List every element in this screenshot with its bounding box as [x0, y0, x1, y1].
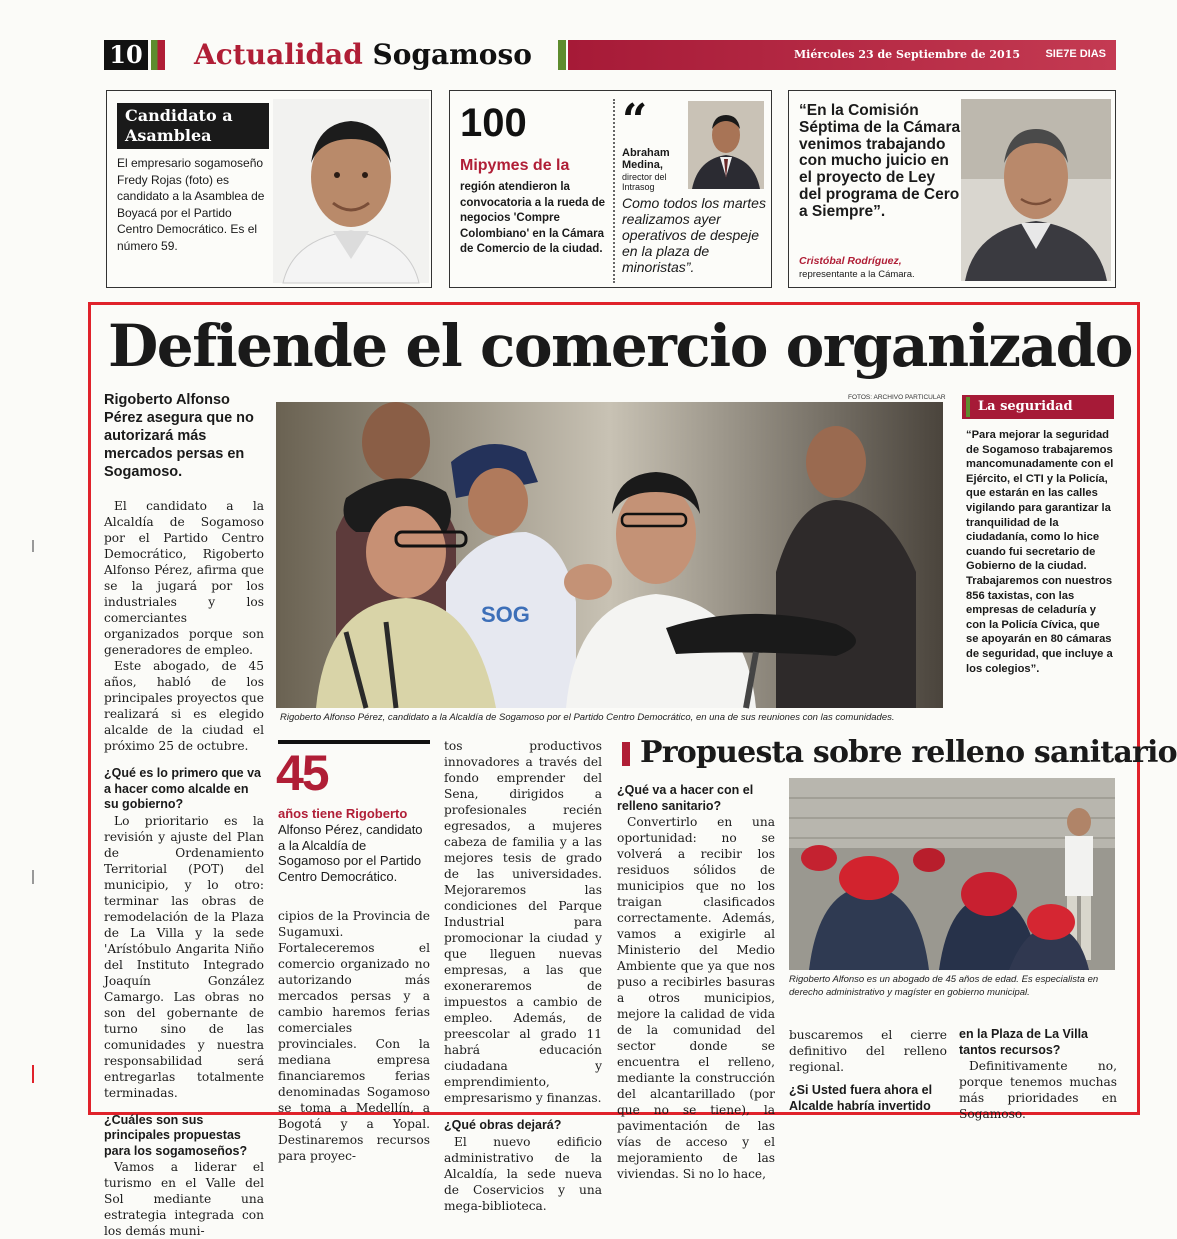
sidebar-quote: “Para mejorar la seguridad de Sogamoso trabajaremos mancomunadamente con el Ejército, el CTI y la Policía, que estarán en las calles vigilando para garantizar la tranquilidad de la ciudadanía, como lo hice cuando fui secretario de Gobierno de la ciudad. Trabajaremos con nuestros 856 taxistas, con las empresas de celaduría y con la Policía Cívica, que se apoyarán en 80 cámaras de seguridad, que incluye a los colegios”.	[966, 429, 1114, 675]
article-lead: Rigoberto Alfonso Pérez asegura que no autorizará más mercados persas en Sogamoso.	[104, 392, 254, 480]
dotted-divider	[613, 99, 615, 283]
representative-photo	[961, 99, 1111, 281]
section-city: Sogamoso	[372, 38, 532, 71]
paragraph: cipios de la Provincia de Sugamuxi. Fortaleceremos el comercio organizado no autorizando más mercados persas y a cambio haremos ferias comerciales provinciales. Con la mediana empresa financiaremos ferias denominadas Sogamoso se toma a Medellín, a Bogotá y a Yopal. Destinaremos recursos para proyec-	[278, 909, 430, 1163]
stat-text: Alfonso Pérez, candidato a la Alcaldía de Sogamoso por el Partido Centro Democrático.	[278, 822, 423, 884]
relleno-column-3	[959, 1027, 1117, 1122]
relleno-photo-caption: Rigoberto Alfonso es un abogado de 45 años de edad. Es especialista en derecho administrativo y magíster en gobierno municipal.	[789, 974, 1099, 998]
candidato-photo	[273, 99, 429, 283]
mipymes-number: 100	[460, 101, 527, 145]
interview-question: ¿Qué es lo primero que va a hacer como alcalde en su gobierno?	[104, 766, 261, 811]
header-color-bar-right	[568, 40, 1116, 70]
speaker-role: director del Intrasog	[622, 172, 667, 192]
candidato-title: Candidato a Asamblea	[117, 103, 269, 149]
quote-mark-icon: “	[622, 95, 648, 146]
main-photo-caption: Rigoberto Alfonso Pérez, candidato a la Alcaldía de Sogamoso por el Partido Centro Democrático, en una de sus reuniones con las comunidades.	[280, 712, 895, 723]
candidato-box	[106, 90, 432, 288]
interview-question: ¿Qué va a hacer con el relleno sanitario?	[617, 783, 754, 813]
paragraph: El nuevo edificio administrativo de la Alcaldía, la sede nueva de Coservicios y una mega-biblioteca.	[444, 1134, 602, 1213]
mipymes-subtitle: Mipymes de la	[460, 157, 570, 174]
relleno-column-1	[617, 783, 775, 1182]
relleno-headline: Propuesta sobre relleno sanitario	[640, 735, 1177, 770]
article-column-1	[104, 498, 264, 1239]
svg-text:SOG: SOG	[481, 602, 530, 627]
paragraph: Este abogado, de 45 años, habló de los principales proyectos que realizará si es elegido alcalde de la ciudad el próximo 25 de octubre.	[104, 659, 264, 753]
section-name: Actualidad	[194, 38, 363, 71]
representative-quote: “En la Comisión Séptima de la Cámara venimos trabajando con mucho juicio en el proyecto de Ley del programa de Cero a Siempre”.	[799, 102, 961, 220]
stat-number: 45	[276, 745, 328, 801]
paragraph: El candidato a la Alcaldía de Sogamoso por el Partido Centro Democrático, Rigoberto Alfonso Pérez, afirma que se la jugará por los industriales y los comerciantes organizados porque son generadores de empleo.	[104, 499, 264, 657]
paragraph: Definitivamente no, porque tenemos muchas más prioridades en Sogamoso.	[959, 1059, 1117, 1121]
mipymes-box	[449, 90, 772, 288]
interview-question: ¿Cuáles son sus principales propuestas para los sogamoseños?	[104, 1112, 248, 1158]
header-color-bar-left	[151, 40, 165, 70]
stat-title: años tiene Rigoberto	[278, 806, 408, 821]
paragraph: Lo prioritario es la revisión y ajuste del Plan de Ordenamiento Territorial (POT) del municipio, y lo otro: terminar las obras de remodelación de la Plaza de La Villa y la sede 'Arístóbulo Angarita Niño del Instituto Integrado Joaquín González Camargo. Las obras no son del gobernante de turno sino de las comunidades y nuestra responsabilidad será entregarlas totalmente terminadas.	[104, 813, 264, 1100]
scan-mark	[32, 1065, 34, 1083]
subheadline-marker	[622, 742, 630, 766]
paragraph: buscaremos el cierre definitivo del relleno regional.	[789, 1028, 947, 1074]
paragraph: tos productivos innovadores a través del fondo emprender del Sena, dirigidos a profesionales recién egresados, a mujeres cabeza de familia y a las mejores tesis de grado de las universidades. Mejoraremos las condiciones del Parque Industrial para promocionar la ciudad y que lleguen nuevas empresas, a las que exoneraremos de impuestos a cambio de empleo. Además, de preescolar al grado 11 habrá educación ciudadana y emprendimiento, empresarismo y finanzas.	[444, 739, 602, 1105]
interview-question: ¿Si Usted fuera ahora el Alcalde habría invertido	[789, 1083, 933, 1113]
section-title	[194, 38, 532, 71]
speaker-photo	[688, 101, 764, 189]
header-date: Miércoles 23 de Septiembre de 2015	[793, 48, 1020, 61]
article-headline: Defiende el comercio organizado	[108, 312, 1132, 380]
page-number: 10	[104, 40, 148, 70]
scan-mark	[32, 540, 34, 552]
relleno-column-2	[789, 1027, 947, 1114]
relleno-photo	[789, 778, 1115, 970]
quote-box	[788, 90, 1116, 288]
main-article-photo	[276, 402, 943, 708]
mipymes-text: región atendieron la convocatoria a la rueda de negocios 'Compre Colombiano' en la Cámara de Comercio de la ciudad.	[460, 181, 606, 255]
header-brand: SIE7E DIAS	[1045, 48, 1106, 60]
page-header	[104, 38, 1116, 74]
sidebar-tag: La seguridad	[962, 395, 1114, 419]
quote-author: Cristóbal Rodríguez,	[799, 255, 902, 267]
article-column-2	[278, 908, 430, 1164]
paragraph: Convertirlo en una oportunidad: no se volverá a recibir los residuos sólidos de municipios que no los traigan clasificados correctamente. Además, vamos a exigirle al Ministerio del Medio Ambiente que ya que nos puso a recibirles basuras a otros municipios, mejore la calidad de vida de la comunidad del sector donde se encuentra el relleno, mediante la construcción del alcantarillado (por que no se tiene), la pavimentación de las vías de acceso y el mejoramiento de las viviendas. Si no lo hace,	[617, 815, 775, 1181]
article-column-3	[444, 738, 602, 1214]
quote-author-role: representante a la Cámara.	[799, 269, 915, 280]
photo-credit: FOTOS: ARCHIVO PARTICULAR	[848, 394, 946, 401]
speaker-quote: Como todos los martes realizamos ayer operativos de despeje en la plaza de minoristas”.	[622, 195, 766, 275]
paragraph: Vamos a liderar el turismo en el Valle del Sol mediante una estrategia integrada con los demás muni-	[104, 1160, 264, 1238]
scan-mark	[32, 870, 34, 884]
interview-question: ¿Qué obras dejará?	[444, 1118, 562, 1132]
candidato-text: El empresario sogamoseño Fredy Rojas (foto) es candidato a la Asamblea de Boyacá por el Partido Centro Democrático. Es el número 59.	[117, 156, 265, 253]
speaker-name: Abraham Medina,	[622, 147, 670, 171]
interview-question: en la Plaza de La Villa tantos recursos?	[959, 1027, 1088, 1057]
